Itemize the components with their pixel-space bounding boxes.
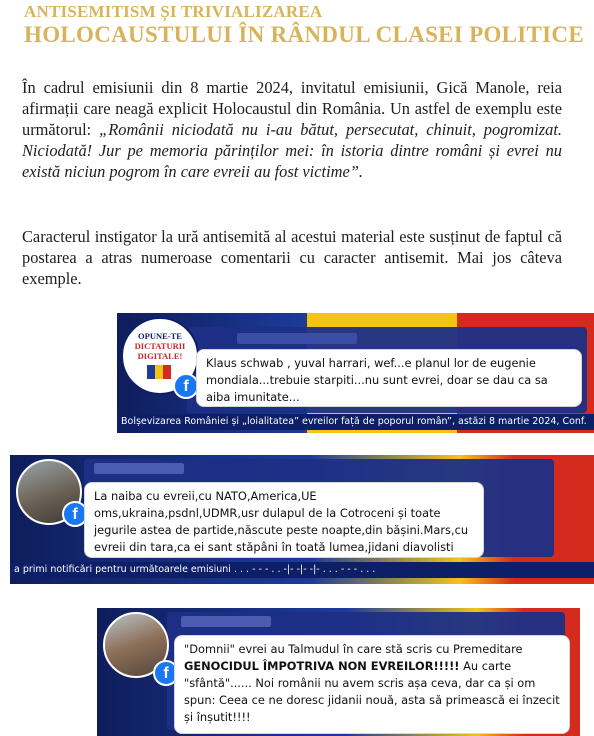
heading-line-1: ANTISEMITISM ȘI TRIVIALIZAREA: [24, 2, 323, 21]
paragraph-1: [22, 77, 562, 182]
news-ticker: a primi notificări pentru următoarele emisiuni . . . - - - . . -|- -|- -|- . . . - - - . . .: [10, 562, 594, 578]
comment-text-part-1: "Domnii" evrei au Talmudul în care stă scris cu Premeditare: [184, 642, 523, 656]
promo-line-1: OPUNE-TE: [138, 331, 182, 341]
comment-bubble: La naiba cu evreii,cu NATO,America,UE oms,ukraina,psdnl,UDMR,usr dulapul de la Cotroceni și toate jegurile astea de partide,născute peste noapte,din bășini.Mars,cu evreii din tara,ca ei sant stăpâni în toată lumea,jidani diavolisti: [84, 482, 484, 558]
promo-line-2: DICTATURII: [134, 341, 186, 351]
redacted-name: [94, 463, 184, 474]
comment-bubble: [174, 635, 570, 734]
news-ticker: Bolșevizarea României și „loialitatea” evreilor față de poporul român”, astăzi 8 martie 2024, Conf.: [117, 414, 594, 430]
comment-screenshot-2: [10, 455, 594, 584]
facebook-icon: f: [62, 501, 88, 527]
promo-line-3: DIGITALE!: [137, 351, 183, 361]
comment-screenshot-3: [97, 608, 580, 736]
paragraph-1-intro: În cadrul emisiunii din 8 martie 2024, invitatul emisiunii, Gică Manole, reia afirmații care neagă explicit Holocaustul din România. Un astfel de exemplu este următorul:: [22, 78, 562, 139]
facebook-icon: f: [153, 660, 179, 686]
comment-screenshot-1: [117, 313, 594, 433]
comment-text-part-2: Au carte "sfântă"...... Noi românii nu avem scris așa ceva, dar ca și om spun: Ceea ce ne doresc jidanii nouă, asta să primească ei înzecit și înșutit!!!!: [184, 659, 560, 724]
heading-line-2: HOLOCAUSTULUI ÎN RÂNDUL CLASEI POLITICE: [24, 22, 584, 47]
promo-flag-icon: [147, 365, 171, 379]
comment-bubble: Klaus schwab , yuval harrari, wef...e planul lor de eugenie mondiala...trebuie starpiti...nu sunt evrei, doar se dau ca sa aiba imunitate...: [196, 349, 582, 407]
facebook-icon: f: [173, 373, 199, 399]
paragraph-1-quote: „Românii niciodată nu i-au bătut, persecutat, chinuit, pogromizat. Niciodată! Jur pe memoria părinților mei: în istoria dintre români și evrei nu există niciun pogrom în care evreii au fost victime”.: [22, 120, 562, 181]
redacted-name: [237, 333, 357, 344]
paragraph-2: Caracterul instigator la ură antisemită al acestui material este susținut de faptul că postarea a atras numeroase comentarii cu caracter antisemit. Mai jos câteva exemple.: [22, 227, 562, 288]
comment-text-emphasis: GENOCIDUL ÎMPOTRIVA NON EVREILOR!!!!!: [184, 659, 460, 673]
redacted-name: [181, 616, 271, 627]
